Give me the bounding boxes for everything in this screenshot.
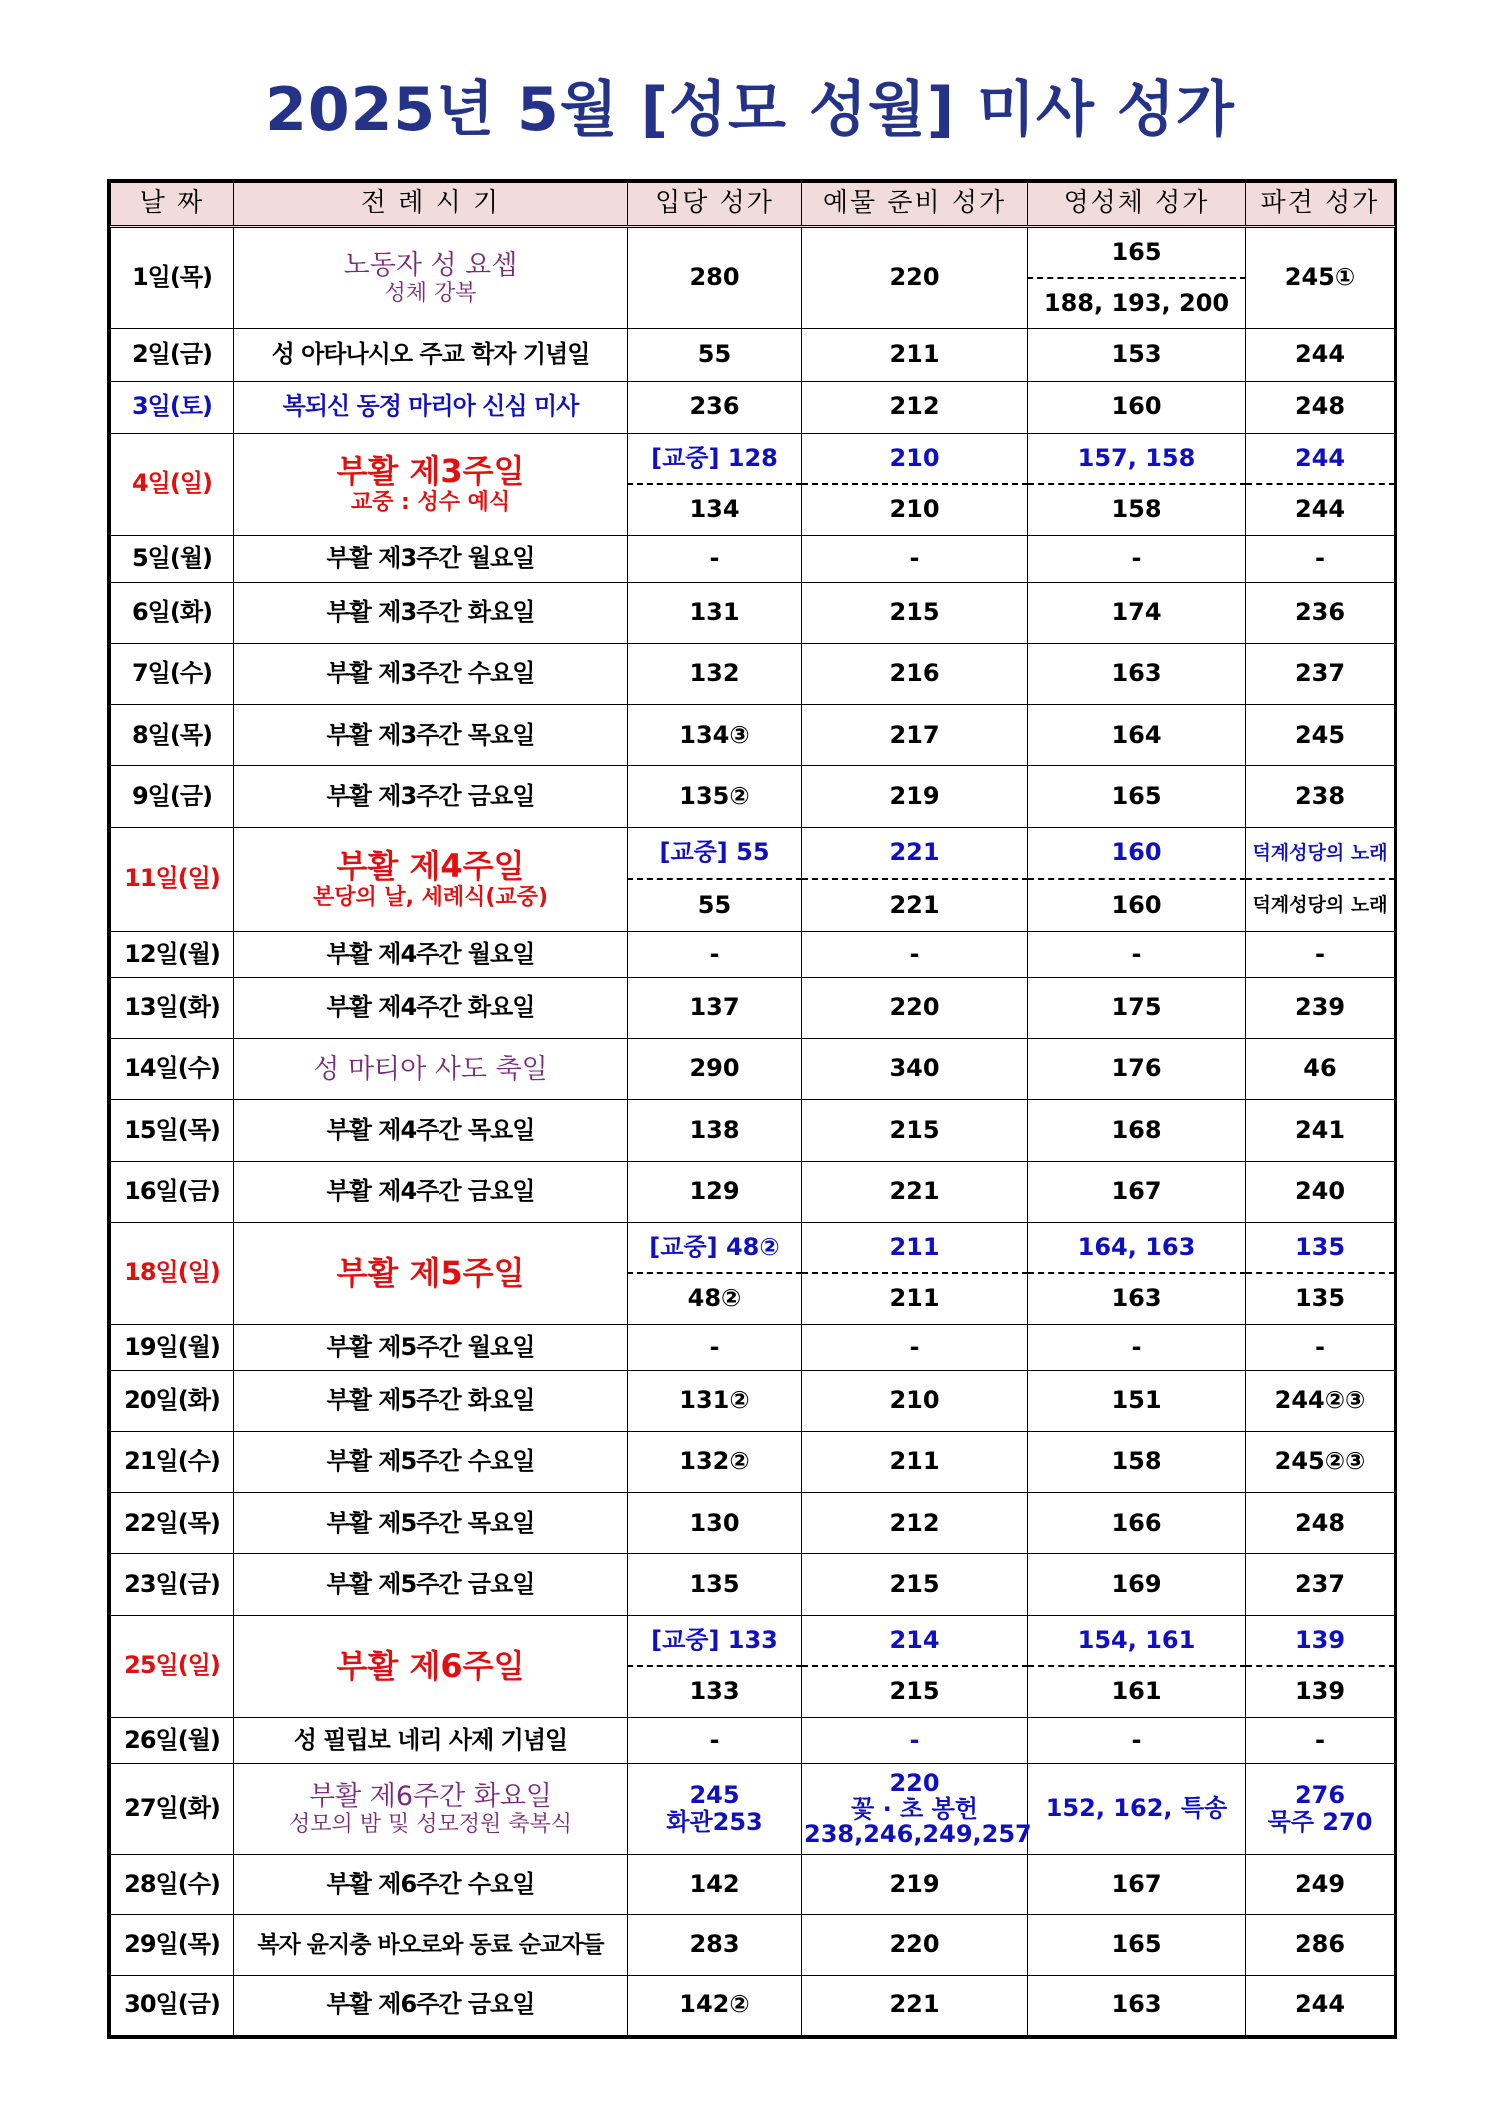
communion-cell: -: [1028, 1324, 1246, 1370]
offertory-cell: 220: [802, 227, 1028, 329]
liturgy-note: 교중 : 성수 예식: [350, 490, 511, 516]
recessional-cell: 236: [1246, 583, 1395, 644]
date-cell: 22일(목): [111, 1493, 234, 1554]
communion-cell: 160: [1028, 381, 1246, 433]
liturgy-cell: 부활 제6주간 금요일: [234, 1975, 628, 2035]
communion-cell: 174: [1028, 583, 1246, 644]
recessional-cell: 135: [1246, 1222, 1395, 1273]
liturgy-name: 부활 제6주일: [336, 1646, 525, 1685]
recessional-cell: -: [1246, 931, 1395, 977]
recessional-cell: 135: [1246, 1273, 1395, 1324]
communion-cell: 167: [1028, 1855, 1246, 1915]
table-row: [111, 381, 1395, 433]
recessional-cell: -: [1246, 1717, 1395, 1763]
offertory-cell: -: [802, 1717, 1028, 1763]
offertory-cell: 212: [802, 1493, 1028, 1554]
recessional-cell: [1246, 1764, 1395, 1855]
date-cell: 7일(수): [111, 644, 234, 705]
table-row: [111, 1615, 1395, 1666]
liturgy-cell: 부활 제3주간 화요일: [234, 583, 628, 644]
offertory-cell: -: [802, 931, 1028, 977]
liturgy-cell: [234, 1222, 628, 1324]
liturgy-name: 부활 제3주일: [336, 452, 525, 491]
table-row: [111, 1855, 1395, 1915]
entrance-cell: 134: [628, 484, 802, 535]
liturgy-name: 부활 제5주일: [336, 1253, 525, 1292]
liturgy-name: 부활 제6주간 화요일: [309, 1780, 552, 1812]
recessional-line: 276: [1294, 1780, 1346, 1809]
liturgy-name: 성 마티아 사도 축일: [313, 1053, 548, 1085]
table-row: [111, 433, 1395, 484]
header-offertory-hymn: 예물 준비 성가: [802, 183, 1028, 227]
entrance-cell: 280: [628, 227, 802, 329]
liturgy-cell: [234, 433, 628, 535]
entrance-cell: 131: [628, 583, 802, 644]
offertory-cell: 214: [802, 1615, 1028, 1666]
offertory-cell: 220: [802, 1915, 1028, 1975]
recessional-cell: 238: [1246, 766, 1395, 827]
date-cell: 30일(금): [111, 1975, 234, 2035]
date-cell: 14일(수): [111, 1039, 234, 1100]
recessional-cell: 245: [1246, 705, 1395, 766]
offertory-cell: 220: [802, 978, 1028, 1039]
liturgy-note: 본당의 날, 세례식(교중): [312, 885, 549, 911]
communion-cell: 164, 163: [1028, 1222, 1246, 1273]
date-cell: 6일(화): [111, 583, 234, 644]
header-communion-hymn: 영성체 성가: [1028, 183, 1246, 227]
table-row: [111, 1915, 1395, 1975]
offertory-cell: 219: [802, 766, 1028, 827]
communion-cell: 163: [1028, 644, 1246, 705]
date-cell: 16일(금): [111, 1161, 234, 1222]
date-cell: 27일(화): [111, 1764, 234, 1855]
header-liturgical-season: 전 례 시 기: [234, 183, 628, 227]
communion-cell: 161: [1028, 1666, 1246, 1717]
communion-cell: -: [1028, 535, 1246, 582]
recessional-cell: 244: [1246, 484, 1395, 535]
liturgy-cell: 복자 윤지충 바오로와 동료 순교자들: [234, 1915, 628, 1975]
liturgy-cell: 부활 제4주간 목요일: [234, 1100, 628, 1161]
liturgy-cell: 부활 제5주간 목요일: [234, 1493, 628, 1554]
date-cell: 29일(목): [111, 1915, 234, 1975]
liturgy-cell: [234, 1039, 628, 1100]
offertory-cell: 212: [802, 381, 1028, 433]
hymn-schedule-table: [107, 179, 1397, 2039]
offertory-cell: 211: [802, 1432, 1028, 1493]
date-cell: 11일(일): [111, 827, 234, 931]
offertory-cell: 215: [802, 583, 1028, 644]
offertory-cell: -: [802, 1324, 1028, 1370]
offertory-line: 꽃 · 초 봉헌: [851, 1794, 978, 1823]
entrance-cell: 142: [628, 1855, 802, 1915]
communion-cell: 158: [1028, 1432, 1246, 1493]
recessional-cell: 245②③: [1246, 1432, 1395, 1493]
communion-cell: -: [1028, 1717, 1246, 1763]
table-row: [111, 227, 1395, 278]
entrance-cell: [628, 1764, 802, 1855]
entrance-cell: 132: [628, 644, 802, 705]
entrance-cell: [교중] 128: [628, 433, 802, 484]
date-cell: 18일(일): [111, 1222, 234, 1324]
date-cell: 20일(화): [111, 1371, 234, 1432]
table-row: [111, 1554, 1395, 1615]
date-cell: 8일(목): [111, 705, 234, 766]
recessional-cell: -: [1246, 535, 1395, 582]
liturgy-cell: 부활 제5주간 화요일: [234, 1371, 628, 1432]
offertory-cell: 340: [802, 1039, 1028, 1100]
recessional-cell: -: [1246, 1324, 1395, 1370]
entrance-cell: 135: [628, 1554, 802, 1615]
communion-cell: -: [1028, 931, 1246, 977]
recessional-cell: 244: [1246, 329, 1395, 381]
table-row: [111, 931, 1395, 977]
communion-cell: 176: [1028, 1039, 1246, 1100]
page-title: 2025년 5월 [성모 성월] 미사 성가: [265, 75, 1235, 145]
recessional-cell: 덕계성당의 노래: [1246, 827, 1395, 879]
liturgy-cell: 부활 제5주간 수요일: [234, 1432, 628, 1493]
liturgy-cell: [234, 227, 628, 329]
recessional-cell: 286: [1246, 1915, 1395, 1975]
liturgy-cell: 부활 제3주간 목요일: [234, 705, 628, 766]
liturgy-cell: [234, 827, 628, 931]
liturgy-cell: 부활 제5주간 금요일: [234, 1554, 628, 1615]
header-entrance-hymn: 입당 성가: [628, 183, 802, 227]
table-row: [111, 1432, 1395, 1493]
communion-cell: 160: [1028, 827, 1246, 879]
offertory-cell: [802, 1764, 1032, 1855]
date-cell: 26일(월): [111, 1717, 234, 1763]
liturgy-cell: 부활 제6주간 수요일: [234, 1855, 628, 1915]
recessional-line: 묵주 270: [1267, 1808, 1373, 1837]
offertory-cell: 211: [802, 329, 1028, 381]
communion-cell: 157, 158: [1028, 433, 1246, 484]
entrance-cell: 48②: [628, 1273, 802, 1324]
communion-cell: 165: [1028, 227, 1246, 278]
table-row: [111, 827, 1395, 879]
recessional-cell: 240: [1246, 1161, 1395, 1222]
communion-cell: 168: [1028, 1100, 1246, 1161]
date-cell: 3일(토): [111, 381, 234, 433]
offertory-cell: 216: [802, 644, 1028, 705]
date-cell: 28일(수): [111, 1855, 234, 1915]
entrance-cell: -: [628, 1324, 802, 1370]
recessional-cell: 239: [1246, 978, 1395, 1039]
offertory-cell: -: [802, 535, 1028, 582]
communion-cell: 164: [1028, 705, 1246, 766]
date-cell: 5일(월): [111, 535, 234, 582]
recessional-cell: 237: [1246, 1554, 1395, 1615]
recessional-cell: 241: [1246, 1100, 1395, 1161]
liturgy-cell: 부활 제4주간 금요일: [234, 1161, 628, 1222]
entrance-cell: [교중] 133: [628, 1615, 802, 1666]
date-cell: 25일(일): [111, 1615, 234, 1717]
offertory-line: 220: [889, 1769, 940, 1798]
communion-cell: 166: [1028, 1493, 1246, 1554]
entrance-cell: 133: [628, 1666, 802, 1717]
entrance-cell: 283: [628, 1915, 802, 1975]
recessional-cell: 덕계성당의 노래: [1246, 879, 1395, 931]
date-cell: 13일(화): [111, 978, 234, 1039]
entrance-cell: 132②: [628, 1432, 802, 1493]
date-cell: 15일(목): [111, 1100, 234, 1161]
date-cell: 12일(월): [111, 931, 234, 977]
recessional-cell: 248: [1246, 1493, 1395, 1554]
date-cell: 1일(목): [111, 227, 234, 329]
offertory-cell: 215: [802, 1100, 1028, 1161]
communion-cell: 163: [1028, 1975, 1246, 2035]
communion-cell: 163: [1028, 1273, 1246, 1324]
liturgy-cell: 부활 제5주간 월요일: [234, 1324, 628, 1370]
offertory-cell: 210: [802, 484, 1028, 535]
date-cell: 23일(금): [111, 1554, 234, 1615]
date-cell: 2일(금): [111, 329, 234, 381]
date-cell: 9일(금): [111, 766, 234, 827]
table-row: [111, 535, 1395, 582]
liturgy-note: 성모의 밤 및 성모정원 축복식: [289, 1811, 572, 1837]
entrance-cell: 236: [628, 381, 802, 433]
entrance-cell: 142②: [628, 1975, 802, 2035]
recessional-cell: 244: [1246, 1975, 1395, 2035]
table-row: [111, 1764, 1395, 1855]
liturgy-cell: 부활 제3주간 수요일: [234, 644, 628, 705]
communion-cell: 158: [1028, 484, 1246, 535]
entrance-cell: -: [628, 931, 802, 977]
liturgy-cell: 부활 제3주간 금요일: [234, 766, 628, 827]
offertory-cell: 210: [802, 1371, 1028, 1432]
recessional-cell: 139: [1246, 1615, 1395, 1666]
recessional-cell: 244: [1246, 433, 1395, 484]
table-row: [111, 1324, 1395, 1370]
communion-cell: 152, 162, 특송: [1028, 1764, 1246, 1855]
recessional-cell: 249: [1246, 1855, 1395, 1915]
communion-cell: 160: [1028, 879, 1246, 931]
communion-cell: 165: [1028, 766, 1246, 827]
communion-cell: 165: [1028, 1915, 1246, 1975]
liturgy-cell: 부활 제4주간 화요일: [234, 978, 628, 1039]
communion-cell: 154, 161: [1028, 1615, 1246, 1666]
liturgy-cell: [234, 1764, 628, 1855]
date-cell: 4일(일): [111, 433, 234, 535]
table-row: [111, 1975, 1395, 2035]
offertory-cell: 215: [802, 1554, 1028, 1615]
entrance-cell: 138: [628, 1100, 802, 1161]
table-row: [111, 1371, 1395, 1432]
entrance-line: 화관253: [666, 1808, 763, 1837]
table-row: [111, 1161, 1395, 1222]
recessional-cell: 139: [1246, 1666, 1395, 1717]
entrance-cell: 55: [628, 879, 802, 931]
header-row: [111, 183, 1395, 227]
communion-cell: 153: [1028, 329, 1246, 381]
date-cell: 19일(월): [111, 1324, 234, 1370]
entrance-cell: 131②: [628, 1371, 802, 1432]
table-row: [111, 1493, 1395, 1554]
table-row: [111, 1039, 1395, 1100]
offertory-line: 238,246,249,257: [804, 1819, 1032, 1848]
recessional-cell: 248: [1246, 381, 1395, 433]
recessional-cell: 244②③: [1246, 1371, 1395, 1432]
table-row: [111, 1222, 1395, 1273]
recessional-cell: 237: [1246, 644, 1395, 705]
entrance-cell: -: [628, 1717, 802, 1763]
table-row: [111, 1717, 1395, 1763]
liturgy-cell: 성 필립보 네리 사제 기념일: [234, 1717, 628, 1763]
table-row: [111, 766, 1395, 827]
table-row: [111, 1100, 1395, 1161]
entrance-cell: -: [628, 535, 802, 582]
offertory-cell: 217: [802, 705, 1028, 766]
offertory-cell: 215: [802, 1666, 1028, 1717]
entrance-cell: 290: [628, 1039, 802, 1100]
communion-cell: 169: [1028, 1554, 1246, 1615]
liturgy-cell: 성 아타나시오 주교 학자 기념일: [234, 329, 628, 381]
table-row: [111, 644, 1395, 705]
table-row: [111, 978, 1395, 1039]
recessional-cell: 245①: [1246, 227, 1395, 329]
entrance-cell: 134③: [628, 705, 802, 766]
entrance-cell: 135②: [628, 766, 802, 827]
liturgy-note: 성체 강복: [384, 281, 477, 307]
table-row: [111, 583, 1395, 644]
liturgy-cell: 부활 제3주간 월요일: [234, 535, 628, 582]
offertory-cell: 221: [802, 879, 1028, 931]
offertory-cell: 210: [802, 433, 1028, 484]
entrance-cell: [교중] 48②: [628, 1222, 802, 1273]
liturgy-cell: 복되신 동정 마리아 신심 미사: [234, 381, 628, 433]
entrance-cell: 137: [628, 978, 802, 1039]
communion-cell: 167: [1028, 1161, 1246, 1222]
table-row: [111, 329, 1395, 381]
communion-cell: 188, 193, 200: [1028, 278, 1246, 329]
header-date: 날 짜: [111, 183, 234, 227]
entrance-cell: 55: [628, 329, 802, 381]
offertory-cell: 221: [802, 1975, 1028, 2035]
offertory-cell: 221: [802, 1161, 1028, 1222]
liturgy-name: 노동자 성 요셉: [343, 250, 518, 282]
header-recessional-hymn: 파견 성가: [1246, 183, 1395, 227]
offertory-cell: 221: [802, 827, 1028, 879]
offertory-cell: 211: [802, 1222, 1028, 1273]
entrance-cell: 130: [628, 1493, 802, 1554]
entrance-cell: 129: [628, 1161, 802, 1222]
entrance-line: 245: [689, 1780, 740, 1809]
liturgy-cell: 부활 제4주간 월요일: [234, 931, 628, 977]
liturgy-cell: [234, 1615, 628, 1717]
liturgy-name: 부활 제4주일: [336, 847, 525, 886]
recessional-cell: 46: [1246, 1039, 1395, 1100]
communion-cell: 151: [1028, 1371, 1246, 1432]
offertory-cell: 219: [802, 1855, 1028, 1915]
communion-cell: 175: [1028, 978, 1246, 1039]
date-cell: 21일(수): [111, 1432, 234, 1493]
entrance-cell: [교중] 55: [628, 827, 802, 879]
offertory-cell: 211: [802, 1273, 1028, 1324]
table-row: [111, 705, 1395, 766]
